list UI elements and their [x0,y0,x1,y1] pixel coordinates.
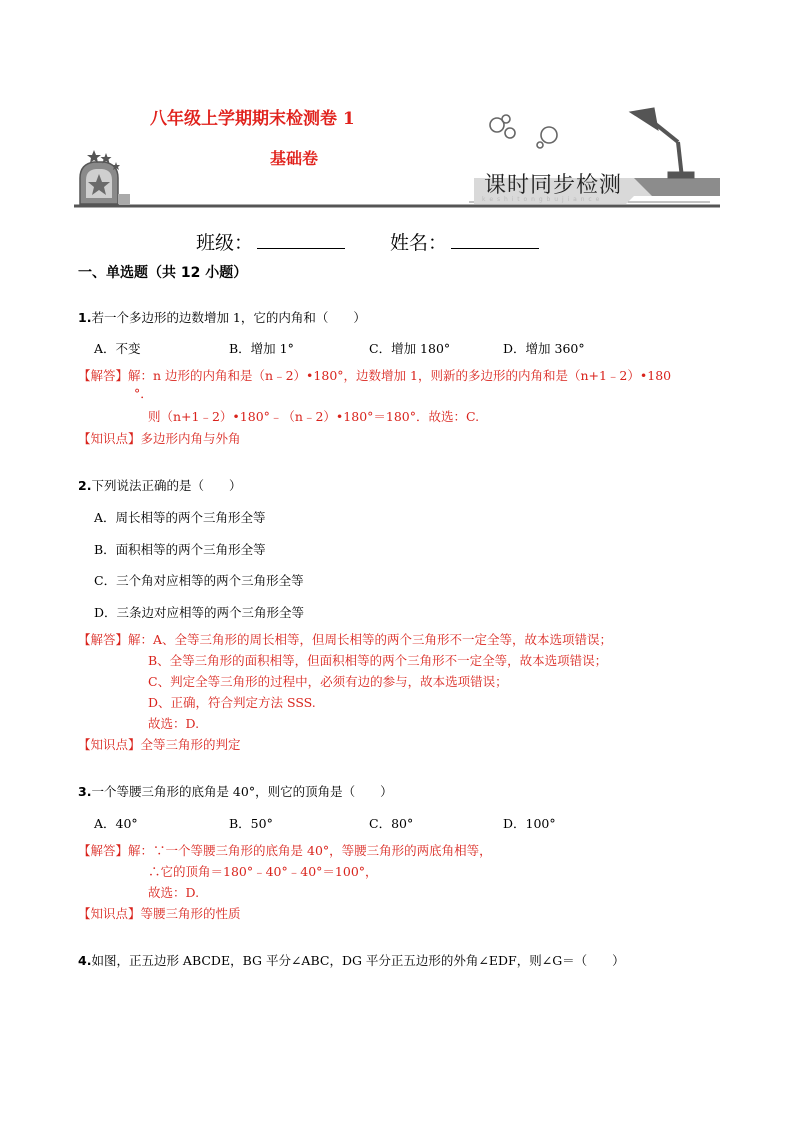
question-number: 4. [78,953,92,968]
kp-tag: 【知识点】 [78,737,141,752]
q2-answer-line5: 故选：D. [148,716,200,731]
class-blank[interactable] [257,230,345,249]
q2-answer-line4: D、正确，符合判定方法 SSS. [148,695,316,710]
question-stem: 下列说法正确的是（ ） [91,478,242,493]
section-heading: 一、单选题（共 12 小题） [78,265,248,281]
class-label: 班级： [196,232,254,254]
q1-answer-line2: °． [134,386,153,401]
kp-tag: 【知识点】 [78,906,141,921]
kp-text: 多边形内角与外角 [140,431,241,446]
answer-tag: 【解答】 [78,843,129,858]
q3-option-d: D．100° [503,816,556,831]
q3-option-b: B．50° [229,816,273,831]
q3-answer-line2: ∴它的顶角＝180°﹣40°﹣40°＝100°， [148,864,378,879]
answer-line: 解：A、全等三角形的周长相等，但周长相等的两个三角形不一定全等，故本选项错误； [128,632,613,647]
q1-option-d: D．增加 360° [503,341,585,356]
q2-answer [78,630,612,648]
banner-small-text: k e s h i t o n g b u j i a n c e [482,196,601,203]
banner-text: 课时同步检测 [484,173,623,198]
q2-option-c: C．三个角对应相等的两个三角形全等 [94,573,304,588]
answer-tag: 【解答】 [78,632,129,647]
question-4 [78,951,625,969]
q1-option-b: B．增加 1° [229,341,294,356]
name-field [390,228,539,255]
kp-tag: 【知识点】 [78,431,141,446]
question-2 [78,476,241,494]
answer-line: 解：n 边形的内角和是（n﹣2）•180°，边数增加 1，则新的多边形的内角和是（n+1﹣2）•180 [128,368,672,383]
q2-option-a: A．周长相等的两个三角形全等 [94,510,266,525]
bubble-decoration-icon [490,115,557,148]
kp-text: 全等三角形的判定 [140,737,241,752]
question-number: 3. [78,784,92,799]
name-label: 姓名： [390,232,448,254]
question-stem: 一个等腰三角形的底角是 40°，则它的顶角是（ ） [91,784,393,799]
q1-knowledge-point [78,429,241,447]
page-subtitle: 基础卷 [270,149,319,168]
answer-tag: 【解答】 [78,368,129,383]
name-blank[interactable] [451,230,539,249]
q3-option-a: A．40° [94,816,138,831]
question-3 [78,782,393,800]
class-field [196,228,345,255]
question-stem: 若一个多边形的边数增加 1，它的内角和（ ） [91,310,366,325]
q1-option-a: A．不变 [94,341,141,356]
q1-answer-line3: 则（n+1﹣2）•180°﹣（n﹣2）•180°＝180°．故选：C. [148,409,480,424]
star-logo-icon [80,150,130,204]
kp-text: 等腰三角形的性质 [140,906,241,921]
desk-lamp-icon [630,108,694,178]
page-title: 八年级上学期期末检测卷 1 [150,109,355,129]
question-number: 2. [78,478,92,493]
q3-answer [78,841,492,859]
q2-option-b: B．面积相等的两个三角形全等 [94,542,266,557]
q3-answer-line3: 故选：D. [148,885,200,900]
question-number: 1. [78,310,92,325]
q2-answer-line3: C、判定全等三角形的过程中，必须有边的参与，故本选项错误； [148,674,508,689]
answer-line: 解：∵一个等腰三角形的底角是 40°，等腰三角形的两底角相等， [128,843,492,858]
q1-option-c: C．增加 180° [369,341,451,356]
q1-answer [78,366,671,384]
q3-knowledge-point [78,904,241,922]
q2-option-d: D．三条边对应相等的两个三角形全等 [94,605,305,620]
q2-answer-line2: B、全等三角形的面积相等，但面积相等的两个三角形不一定全等，故本选项错误； [148,653,608,668]
question-stem: 如图，正五边形 ABCDE，BG 平分∠ABC，DG 平分正五边形的外角∠EDF，则∠G＝（ ） [91,953,625,968]
q3-option-c: C．80° [369,816,414,831]
question-1 [78,308,366,326]
q2-knowledge-point [78,735,241,753]
